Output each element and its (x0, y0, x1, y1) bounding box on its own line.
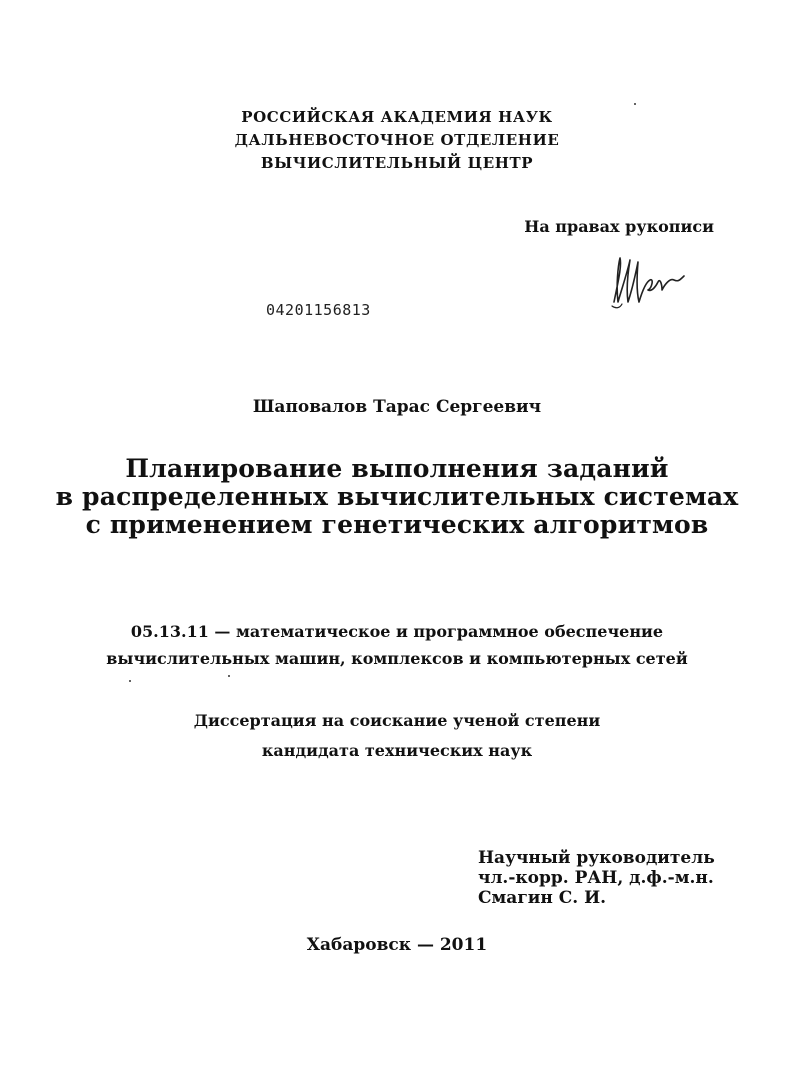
organization-header (0, 106, 794, 175)
scan-speck (129, 680, 131, 682)
specialty-block (0, 618, 794, 672)
degree-line-2: кандидата технических наук (261, 741, 533, 760)
author-name: Шаповалов Тарас Сергеевич (252, 397, 542, 417)
manuscript-rights-note: На правах рукописи (524, 217, 714, 236)
signature-icon (608, 252, 688, 312)
org-line-branch: ДАЛЬНЕВОСТОЧНОЕ ОТДЕЛЕНИЕ (234, 131, 560, 149)
title-line-3: с применением генетических алгоритмов (85, 510, 709, 539)
specialty-line-1: 05.13.11 — математическое и программное обеспечение (130, 622, 664, 641)
degree-line-1: Диссертация на соискание ученой степени (193, 711, 601, 730)
scan-speck (634, 103, 636, 105)
degree-block (0, 706, 794, 766)
supervisor-degree: чл.-корр. РАН, д.ф.-м.н. (478, 868, 714, 888)
org-line-academy: РОССИЙСКАЯ АКАДЕМИЯ НАУК (241, 108, 553, 126)
specialty-line-2: вычислительных машин, комплексов и компьютерных сетей (106, 649, 688, 668)
scan-speck (228, 675, 230, 677)
supervisor-block (478, 848, 715, 908)
archive-serial-number: 04201156813 (266, 301, 371, 319)
dissertation-title (0, 455, 794, 539)
title-line-2: в распределенных вычислительных системах (55, 482, 739, 511)
supervisor-role: Научный руководитель (478, 848, 715, 868)
supervisor-name: Смагин С. И. (478, 888, 607, 908)
title-line-1: Планирование выполнения заданий (125, 454, 669, 483)
org-line-center: ВЫЧИСЛИТЕЛЬНЫЙ ЦЕНТР (260, 154, 534, 172)
city-year: Хабаровск — 2011 (306, 935, 488, 955)
